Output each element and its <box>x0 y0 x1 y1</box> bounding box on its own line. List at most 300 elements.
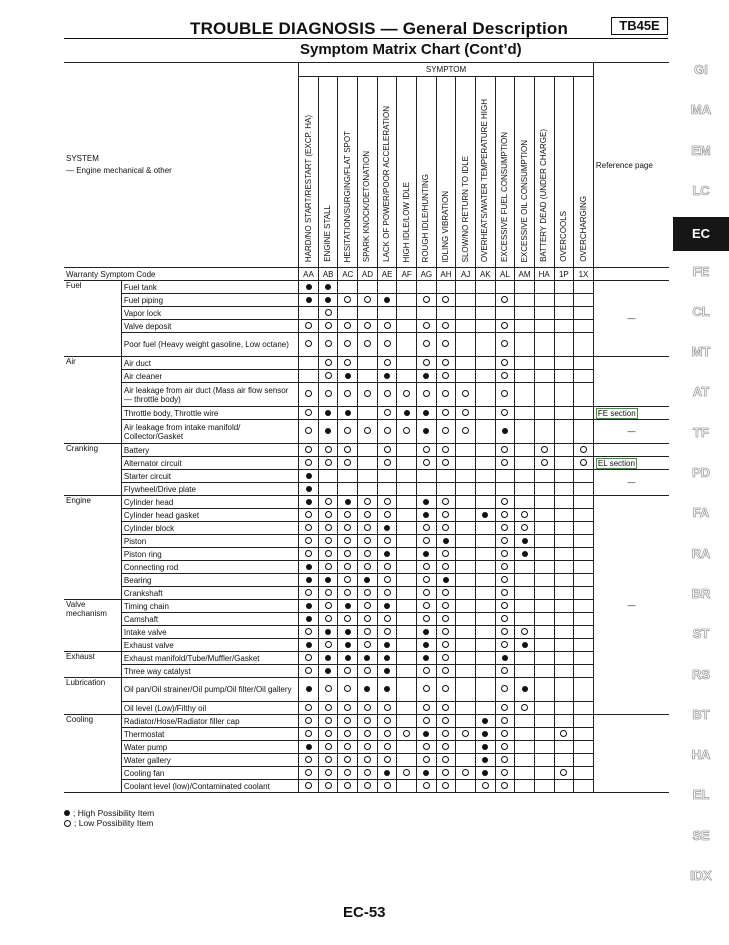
matrix-cell <box>377 420 397 444</box>
low-possibility-icon <box>384 717 391 724</box>
low-possibility-icon <box>482 782 489 789</box>
low-possibility-icon <box>344 782 351 789</box>
matrix-cell <box>574 587 594 600</box>
matrix-row <box>64 509 669 522</box>
high-possibility-icon <box>522 551 528 557</box>
matrix-row <box>64 548 669 561</box>
section-tab-tf[interactable]: TF <box>693 424 709 440</box>
matrix-cell <box>574 444 594 457</box>
matrix-cell <box>397 626 417 639</box>
matrix-cell <box>456 444 476 457</box>
symptom-name: EXCESSIVE OIL CONSUMPTION <box>519 139 529 262</box>
low-possibility-icon <box>521 628 528 635</box>
matrix-cell <box>456 522 476 535</box>
matrix-cell <box>436 587 456 600</box>
high-possibility-icon <box>423 428 429 434</box>
low-possibility-icon <box>384 340 391 347</box>
matrix-cell <box>436 281 456 294</box>
matrix-cell <box>475 626 495 639</box>
high-possibility-icon <box>404 410 410 416</box>
matrix-cell <box>338 509 358 522</box>
matrix-cell <box>574 407 594 420</box>
matrix-cell <box>554 457 574 470</box>
warranty-code: AM <box>515 268 535 281</box>
matrix-cell <box>358 728 378 741</box>
matrix-cell <box>554 678 574 702</box>
system-item: Fuel piping <box>121 294 298 307</box>
low-possibility-icon <box>501 372 508 379</box>
low-possibility-icon <box>384 322 391 329</box>
reference-link[interactable]: EL section <box>597 458 635 468</box>
matrix-cell <box>397 652 417 665</box>
system-item: Throttle body, Throttle wire <box>121 407 298 420</box>
matrix-cell <box>338 780 358 793</box>
matrix-cell <box>515 665 535 678</box>
matrix-cell <box>299 548 319 561</box>
matrix-cell <box>338 522 358 535</box>
matrix-cell <box>436 307 456 320</box>
warranty-code: AG <box>417 268 437 281</box>
matrix-cell <box>358 535 378 548</box>
matrix-cell <box>574 639 594 652</box>
matrix-cell <box>534 281 554 294</box>
matrix-cell <box>495 509 515 522</box>
matrix-cell <box>495 702 515 715</box>
high-possibility-icon <box>325 284 331 290</box>
low-possibility-icon <box>325 602 332 609</box>
matrix-cell <box>574 754 594 767</box>
matrix-cell <box>338 715 358 728</box>
matrix-cell <box>554 548 574 561</box>
matrix-cell <box>397 600 417 613</box>
low-possibility-icon <box>325 524 332 531</box>
matrix-cell <box>515 754 535 767</box>
matrix-cell <box>515 522 535 535</box>
matrix-cell <box>318 715 338 728</box>
matrix-cell <box>436 294 456 307</box>
system-item: Three way catalyst <box>121 665 298 678</box>
matrix-cell <box>318 561 338 574</box>
matrix-cell <box>377 780 397 793</box>
matrix-cell <box>417 600 437 613</box>
low-possibility-icon <box>580 446 587 453</box>
section-tab-fe[interactable]: FE <box>692 263 710 279</box>
system-group: Air <box>64 357 121 444</box>
matrix-cell <box>534 509 554 522</box>
low-possibility-icon <box>442 550 449 557</box>
matrix-cell <box>299 357 319 370</box>
system-item: Thermostat <box>121 728 298 741</box>
matrix-cell <box>358 281 378 294</box>
symptom-name: HESITATION/SURGING/FLAT SPOT <box>342 130 352 262</box>
matrix-cell <box>417 407 437 420</box>
matrix-cell <box>436 444 456 457</box>
matrix-cell <box>377 728 397 741</box>
matrix-cell <box>495 320 515 333</box>
matrix-cell <box>515 444 535 457</box>
matrix-cell <box>397 665 417 678</box>
low-possibility-icon <box>325 322 332 329</box>
matrix-cell <box>495 535 515 548</box>
low-possibility-icon <box>364 550 371 557</box>
low-possibility-icon <box>501 641 508 648</box>
matrix-cell <box>475 613 495 626</box>
matrix-row <box>64 307 669 320</box>
matrix-cell <box>299 600 319 613</box>
system-item: Cylinder head <box>121 496 298 509</box>
section-tab-se[interactable]: SE <box>692 827 710 843</box>
low-possibility-icon <box>364 498 371 505</box>
matrix-row <box>64 741 669 754</box>
matrix-cell <box>475 333 495 357</box>
matrix-cell <box>495 665 515 678</box>
system-label: SYSTEM <box>66 154 99 163</box>
matrix-cell <box>318 457 338 470</box>
system-item: Cooling fan <box>121 767 298 780</box>
matrix-cell <box>554 509 574 522</box>
matrix-cell <box>397 561 417 574</box>
reference-page-cell <box>593 357 669 407</box>
matrix-cell <box>456 652 476 665</box>
low-possibility-icon <box>442 296 449 303</box>
matrix-cell <box>475 754 495 767</box>
low-possibility-icon <box>442 615 449 622</box>
symptom-column-header <box>377 77 397 268</box>
matrix-cell <box>574 652 594 665</box>
matrix-cell <box>299 307 319 320</box>
matrix-cell <box>377 407 397 420</box>
matrix-cell <box>318 678 338 702</box>
matrix-cell <box>495 728 515 741</box>
high-possibility-icon <box>325 410 331 416</box>
matrix-cell <box>475 420 495 444</box>
matrix-cell <box>534 407 554 420</box>
matrix-cell <box>299 574 319 587</box>
low-possibility-icon <box>423 537 430 544</box>
matrix-cell <box>554 561 574 574</box>
low-possibility-icon <box>384 704 391 711</box>
matrix-cell <box>436 457 456 470</box>
matrix-cell <box>436 535 456 548</box>
low-possibility-icon <box>501 524 508 531</box>
matrix-cell <box>475 741 495 754</box>
matrix-cell <box>475 383 495 407</box>
system-group: Valve mechanism <box>64 600 121 652</box>
section-tab-bt[interactable]: BT <box>692 706 710 722</box>
matrix-cell <box>574 383 594 407</box>
matrix-cell <box>377 307 397 320</box>
section-tab-lc[interactable]: LC <box>692 182 710 198</box>
matrix-cell <box>475 483 495 496</box>
matrix-cell <box>299 522 319 535</box>
matrix-row <box>64 652 669 665</box>
low-possibility-icon <box>384 615 391 622</box>
matrix-cell <box>397 613 417 626</box>
matrix-cell <box>436 320 456 333</box>
matrix-cell <box>417 574 437 587</box>
section-tab-pd[interactable]: PD <box>691 465 711 480</box>
matrix-cell <box>338 652 358 665</box>
matrix-cell <box>358 420 378 444</box>
matrix-row <box>64 470 669 483</box>
section-tab-idx[interactable]: IDX <box>690 868 712 883</box>
matrix-cell <box>377 600 397 613</box>
matrix-row <box>64 444 669 457</box>
matrix-cell <box>338 728 358 741</box>
matrix-cell <box>534 639 554 652</box>
section-tab-br[interactable]: BR <box>691 585 711 601</box>
low-possibility-icon <box>442 390 449 397</box>
system-item: Crankshaft <box>121 587 298 600</box>
matrix-cell <box>299 780 319 793</box>
matrix-cell <box>456 496 476 509</box>
matrix-cell <box>554 741 574 754</box>
low-possibility-icon <box>384 756 391 763</box>
matrix-cell <box>338 754 358 767</box>
low-possibility-icon <box>501 667 508 674</box>
low-possibility-icon <box>325 782 332 789</box>
matrix-cell <box>299 333 319 357</box>
matrix-cell <box>358 613 378 626</box>
matrix-cell <box>574 626 594 639</box>
high-possibility-icon <box>325 655 331 661</box>
low-possibility-icon <box>384 359 391 366</box>
low-possibility-icon <box>423 704 430 711</box>
matrix-cell <box>574 767 594 780</box>
matrix-cell <box>534 754 554 767</box>
matrix-cell <box>299 370 319 383</box>
section-tab-fa[interactable]: FA <box>692 505 710 521</box>
matrix-cell <box>534 652 554 665</box>
matrix-cell <box>456 509 476 522</box>
low-possibility-icon <box>305 390 312 397</box>
section-tab-em[interactable]: EM <box>691 142 711 158</box>
low-possibility-icon <box>442 322 449 329</box>
matrix-cell <box>318 767 338 780</box>
section-tab-ha[interactable]: HA <box>691 747 711 763</box>
symptom-column-header <box>436 77 456 268</box>
matrix-cell <box>475 665 495 678</box>
matrix-cell <box>456 702 476 715</box>
section-tab-at[interactable]: AT <box>692 384 710 400</box>
matrix-cell <box>417 522 437 535</box>
low-possibility-icon <box>442 524 449 531</box>
symptom-column-header <box>338 77 358 268</box>
matrix-cell <box>495 470 515 483</box>
matrix-cell <box>554 600 574 613</box>
matrix-row <box>64 370 669 383</box>
matrix-row <box>64 383 669 407</box>
matrix-cell <box>534 333 554 357</box>
reference-dash: — <box>627 427 636 436</box>
section-tab-el[interactable]: EL <box>692 787 710 803</box>
section-tab-mt[interactable]: MT <box>691 344 711 360</box>
matrix-cell <box>299 767 319 780</box>
high-possibility-icon <box>384 655 390 661</box>
matrix-cell <box>397 780 417 793</box>
matrix-row <box>64 535 669 548</box>
low-possibility-icon <box>501 628 508 635</box>
matrix-cell <box>554 574 574 587</box>
matrix-cell <box>377 383 397 407</box>
matrix-cell <box>338 574 358 587</box>
matrix-cell <box>397 457 417 470</box>
section-tab-ma[interactable]: MA <box>690 102 712 118</box>
matrix-cell <box>574 420 594 444</box>
matrix-cell <box>515 728 535 741</box>
matrix-cell <box>318 307 338 320</box>
high-possibility-icon <box>502 428 508 434</box>
matrix-row <box>64 320 669 333</box>
high-possibility-icon <box>306 486 312 492</box>
low-possibility-icon <box>423 615 430 622</box>
low-possibility-icon <box>501 459 508 466</box>
high-possibility-icon <box>384 770 390 776</box>
low-possibility-icon <box>442 409 449 416</box>
reference-page-cell <box>593 457 669 470</box>
matrix-cell <box>475 715 495 728</box>
low-possibility-icon <box>403 427 410 434</box>
reference-page-header: Reference page <box>593 63 669 268</box>
matrix-cell <box>299 420 319 444</box>
page-number: EC-53 <box>343 904 386 921</box>
low-possibility-icon <box>364 704 371 711</box>
matrix-cell <box>515 407 535 420</box>
section-tab-rs[interactable]: RS <box>691 666 711 682</box>
high-possibility-icon <box>384 603 390 609</box>
matrix-cell <box>417 702 437 715</box>
matrix-cell <box>436 715 456 728</box>
matrix-cell <box>495 639 515 652</box>
warranty-code: AJ <box>456 268 476 281</box>
low-possibility-icon <box>442 602 449 609</box>
low-possibility-icon <box>442 589 449 596</box>
matrix-cell <box>299 613 319 626</box>
system-item: Exhaust manifold/Tube/Muffler/Gasket <box>121 652 298 665</box>
high-possibility-icon <box>306 473 312 479</box>
matrix-cell <box>436 741 456 754</box>
matrix-cell <box>299 496 319 509</box>
section-tab-st[interactable]: ST <box>692 626 710 642</box>
matrix-cell <box>515 457 535 470</box>
matrix-cell <box>515 307 535 320</box>
matrix-cell <box>475 370 495 383</box>
low-possibility-icon <box>305 409 312 416</box>
matrix-cell <box>397 307 417 320</box>
matrix-cell <box>515 535 535 548</box>
matrix-cell <box>475 522 495 535</box>
low-possibility-icon <box>364 524 371 531</box>
matrix-cell <box>554 535 574 548</box>
matrix-cell <box>397 407 417 420</box>
low-possibility-icon <box>501 446 508 453</box>
matrix-cell <box>377 665 397 678</box>
matrix-cell <box>475 457 495 470</box>
matrix-cell <box>338 626 358 639</box>
low-possibility-icon <box>344 524 351 531</box>
low-possibility-icon <box>325 511 332 518</box>
low-possibility-icon <box>305 769 312 776</box>
matrix-cell <box>318 548 338 561</box>
low-possibility-icon <box>423 589 430 596</box>
matrix-cell <box>534 357 554 370</box>
matrix-cell <box>338 281 358 294</box>
matrix-cell <box>397 509 417 522</box>
matrix-cell <box>574 320 594 333</box>
matrix-cell <box>397 383 417 407</box>
matrix-cell <box>417 626 437 639</box>
matrix-cell <box>456 665 476 678</box>
matrix-cell <box>456 728 476 741</box>
matrix-cell <box>475 307 495 320</box>
matrix-cell <box>397 370 417 383</box>
high-possibility-icon <box>306 499 312 505</box>
symptom-column-header <box>318 77 338 268</box>
low-possibility-icon <box>305 524 312 531</box>
low-possibility-icon <box>442 340 449 347</box>
matrix-row <box>64 407 669 420</box>
matrix-cell <box>377 483 397 496</box>
matrix-cell <box>318 652 338 665</box>
low-possibility-icon <box>423 717 430 724</box>
matrix-cell <box>397 587 417 600</box>
matrix-cell <box>318 665 338 678</box>
matrix-cell <box>574 333 594 357</box>
section-tab-cl[interactable]: CL <box>692 303 710 319</box>
matrix-cell <box>495 457 515 470</box>
low-possibility-icon <box>344 769 351 776</box>
symptom-name: HARD/NO START/RESTART (EXCP. HA) <box>303 114 313 262</box>
low-possibility-icon <box>442 704 449 711</box>
matrix-cell <box>417 444 437 457</box>
low-possibility-icon <box>442 756 449 763</box>
section-tab-gi[interactable]: GI <box>694 62 708 77</box>
matrix-cell <box>456 370 476 383</box>
system-item: Cylinder head gasket <box>121 509 298 522</box>
reference-link[interactable]: FE section <box>597 408 636 418</box>
matrix-cell <box>495 715 515 728</box>
low-possibility-icon <box>325 743 332 750</box>
matrix-cell <box>338 320 358 333</box>
section-tab-ec[interactable]: EC <box>673 217 729 251</box>
matrix-cell <box>299 626 319 639</box>
matrix-cell <box>377 320 397 333</box>
system-group: Lubrication <box>64 678 121 715</box>
matrix-cell <box>358 370 378 383</box>
matrix-cell <box>318 600 338 613</box>
matrix-cell <box>417 741 437 754</box>
low-possibility-icon <box>384 498 391 505</box>
low-possibility-icon <box>521 524 528 531</box>
high-possibility-icon <box>423 373 429 379</box>
matrix-cell <box>475 600 495 613</box>
matrix-cell <box>574 600 594 613</box>
low-possibility-icon <box>364 782 371 789</box>
matrix-cell <box>436 407 456 420</box>
reference-page-cell <box>593 470 669 496</box>
matrix-cell <box>515 767 535 780</box>
low-possibility-icon <box>560 730 567 737</box>
matrix-cell <box>358 407 378 420</box>
matrix-cell <box>436 383 456 407</box>
high-possibility-icon <box>423 629 429 635</box>
matrix-cell <box>318 420 338 444</box>
matrix-cell <box>456 754 476 767</box>
system-item: Coolant level (low)/Contaminated coolant <box>121 780 298 793</box>
page-title: TROUBLE DIAGNOSIS — General Description <box>190 19 569 38</box>
low-possibility-icon <box>384 409 391 416</box>
section-tab-ra[interactable]: RA <box>691 545 711 561</box>
